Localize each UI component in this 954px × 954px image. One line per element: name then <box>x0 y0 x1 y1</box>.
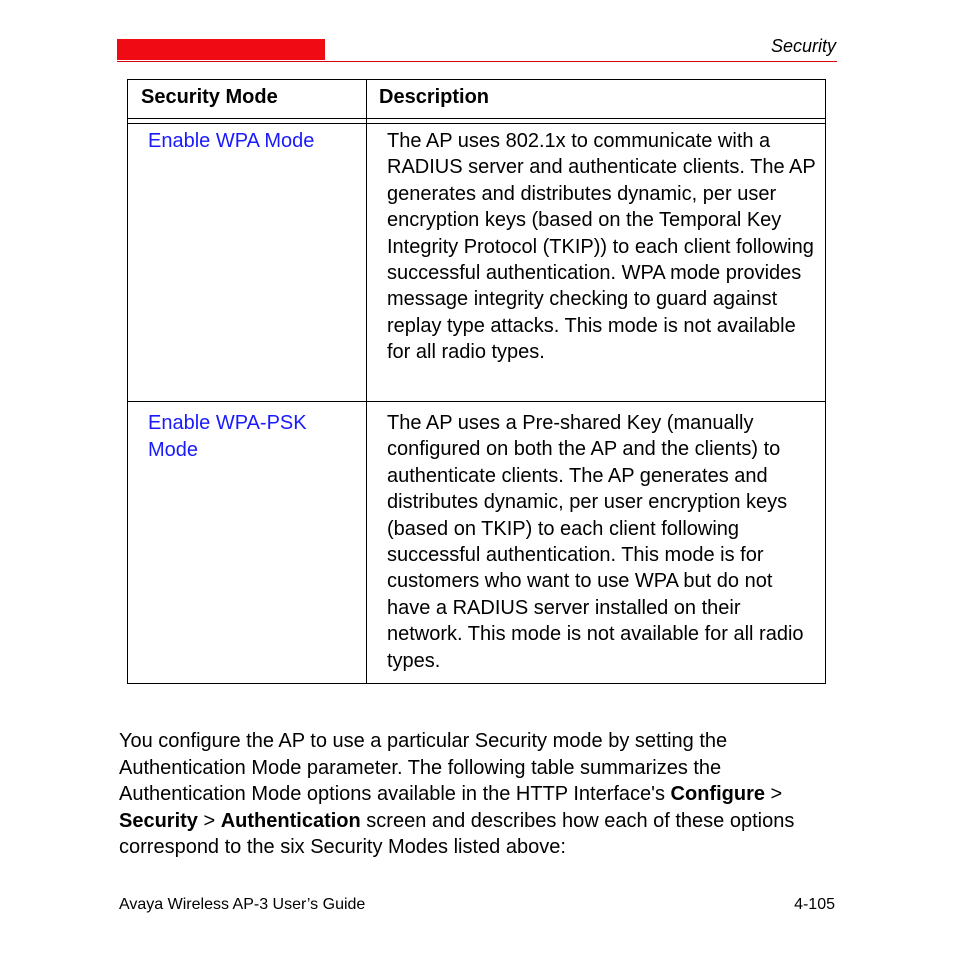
section-title: Security <box>770 36 836 56</box>
paragraph-intro: You configure the AP to use a particular Security mode by setting the Authentication Mode parameter. The following table summarizes the Authentication Mode options available in the HTTP Interface's <box>119 730 728 805</box>
column-header-security-mode: Security Mode <box>141 86 278 108</box>
column-header-description: Description <box>379 86 490 108</box>
header-color-bar <box>117 39 325 60</box>
description-wpa-psk-mode: The AP uses a Pre-shared Key (manually configured on both the AP and the clients) to authenticate clients. The AP generates and distributes dynamic, per user encryption keys (based on TKIP) to each client following successful authentication. This mode is for customers who want to use WPA but do not have a RADIUS server installed on their network. This mode is not available for all radio types. <box>387 412 804 672</box>
link-enable-wpa-mode[interactable]: Enable WPA Mode <box>148 130 315 152</box>
footer-guide-title: Avaya Wireless AP-3 User’s Guide <box>119 896 366 913</box>
menu-configure: Configure <box>670 783 765 805</box>
description-wpa-mode: The AP uses 802.1x to communicate with a RADIUS server and authenticate clients. The AP generates and distributes dynamic, per user encryption keys (based on the Temporal Key Integrity Protocol (TKIP)) to each client following successful authentication. WPA mode provides message integrity checking to guard against replay type attacks. This mode is not available for all radio types. <box>387 130 816 364</box>
security-modes-table <box>127 79 826 684</box>
body-paragraph <box>119 728 839 861</box>
link-enable-wpa-psk-mode[interactable]: Enable WPA-PSK Mode <box>148 412 307 461</box>
separator: > <box>764 783 783 805</box>
separator: > <box>197 809 221 832</box>
header-rule <box>117 61 837 62</box>
menu-authentication: Authentication <box>220 809 361 832</box>
header-divider-bottom <box>128 123 825 124</box>
row-divider <box>128 401 825 402</box>
header-divider-top <box>128 118 825 119</box>
menu-security: Security <box>119 809 198 832</box>
column-divider <box>366 80 367 683</box>
paragraph-end: screen and describes how each of these options correspond to the six Security Modes listed above: <box>119 809 795 858</box>
footer-page-number: 4-105 <box>794 896 835 913</box>
